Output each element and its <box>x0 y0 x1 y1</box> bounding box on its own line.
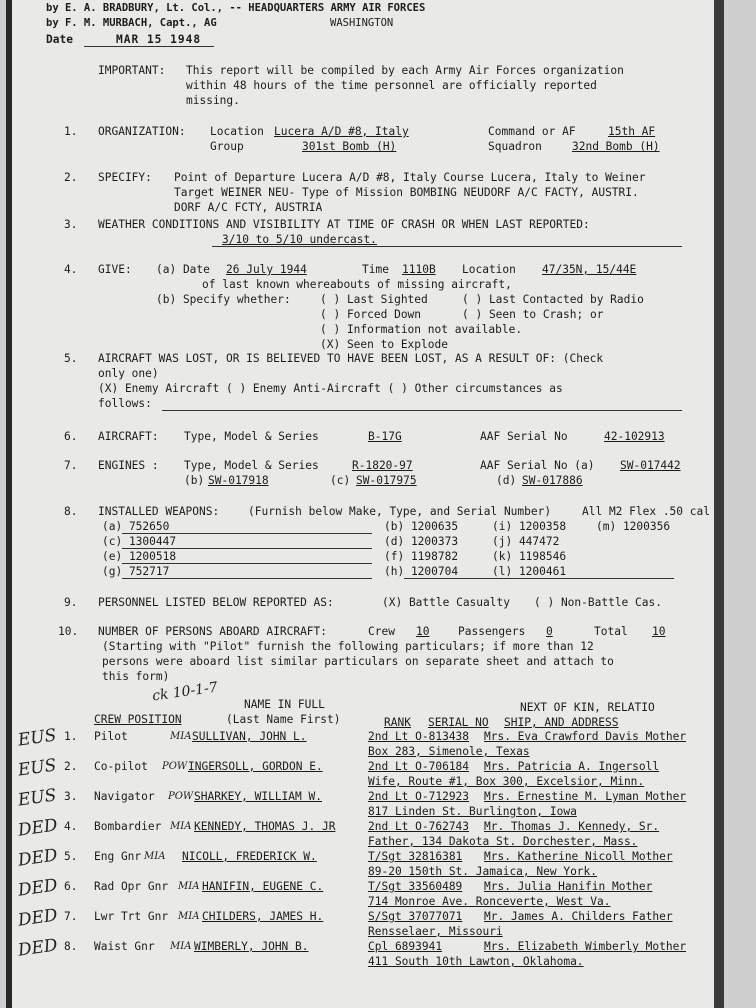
section-6-number: 6. <box>64 430 78 443</box>
engine-serial-label: AAF Serial No (a) <box>480 459 595 472</box>
weapon-m: (m) 1200356 <box>596 520 671 533</box>
weapon-g: (g) 752717 <box>102 565 170 578</box>
row-number: 7. <box>64 910 78 923</box>
engine-type: R-1820-97 <box>352 459 413 472</box>
aircraft-lost-line-1: AIRCRAFT WAS LOST, OR IS BELIEVED TO HAVE BEEN LOST, AS A RESULT OF: (Check <box>98 352 604 365</box>
engine-serial-b: SW-017918 <box>208 474 269 487</box>
crew-position: Co-pilot <box>94 760 148 773</box>
header-location: WASHINGTON <box>330 17 394 29</box>
table-row <box>12 905 712 940</box>
option-last-sighted: ( ) Last Sighted <box>320 293 428 306</box>
persons-instructions-1: (Starting with "Pilot" furnish the following particulars; if more than 12 <box>102 640 594 653</box>
important-text-1: This report will be compiled by each Army Air Forces organization <box>186 64 624 77</box>
total-label: Total <box>594 625 628 638</box>
status-mark: EUS <box>16 785 58 811</box>
crew-position: Pilot <box>94 730 128 743</box>
status-mark: DED <box>16 935 59 961</box>
weapons-desc: (Furnish below Make, Type, and Serial Number) <box>248 505 552 518</box>
date-underline <box>84 46 214 47</box>
next-of-kin: Mrs. Julia Hanifin Mother <box>484 880 653 893</box>
weapons-desc-2: All M2 Flex .50 cal <box>582 505 710 518</box>
table-row <box>12 845 712 880</box>
date-field-label: (a) Date <box>156 263 210 276</box>
crew-name: NICOLL, FREDERICK W. <box>182 850 317 863</box>
weapon-row-line <box>122 533 372 534</box>
status-mark: DED <box>16 845 59 871</box>
aircraft-serial-label: AAF Serial No <box>480 430 568 443</box>
engine-serial-a: SW-017442 <box>620 459 681 472</box>
aircraft-serial: 42-102913 <box>604 430 665 443</box>
aircraft-lost-line-2: only one) <box>98 367 159 380</box>
option-last-contacted: ( ) Last Contacted by Radio <box>462 293 644 306</box>
row-number: 3. <box>64 790 78 803</box>
command-value: 15th AF <box>608 125 656 138</box>
weapon-k: (k) 1198546 <box>492 550 567 563</box>
crew-position: Eng Gnr <box>94 850 142 863</box>
section-10-number: 10. <box>58 625 79 638</box>
weapon-b: (b) 1200635 <box>384 520 459 533</box>
section-8-number: 8. <box>64 505 78 518</box>
status-tag: MIA <box>170 941 192 952</box>
loss-location: 47/35N, 15/44E <box>542 263 637 276</box>
status-tag: MIA <box>170 821 192 832</box>
section-9-number: 9. <box>64 596 78 609</box>
squadron-label: Squadron <box>488 140 542 153</box>
table-row <box>12 725 712 760</box>
address-header: SHIP, AND ADDRESS <box>504 716 619 729</box>
table-row <box>12 755 712 790</box>
last-name-first-header: (Last Name First) <box>226 713 341 726</box>
row-number: 8. <box>64 940 78 953</box>
status-tag: MIA <box>178 881 200 892</box>
weapon-row-line <box>122 578 372 579</box>
option-info-not-available: ( ) Information not available. <box>320 323 523 336</box>
option-seen-to-explode: (X) Seen to Explode <box>320 338 448 351</box>
aircraft-type: B-17G <box>368 430 402 443</box>
weapon-row-line <box>404 578 674 579</box>
next-of-kin: Mrs. Elizabeth Wimberly Mother <box>484 940 687 953</box>
section-3-number: 3. <box>64 218 78 231</box>
engine-type-label: Type, Model & Series <box>184 459 319 472</box>
weapon-l: (l) 1200461 <box>492 565 567 578</box>
passengers-label: Passengers <box>458 625 526 638</box>
crew-position: Rad Opr Gnr <box>94 880 169 893</box>
section-5-number: 5. <box>64 352 78 365</box>
passengers-count: 0 <box>546 625 553 638</box>
rank-serial: 2nd Lt O-762743 <box>368 820 470 833</box>
status-mark: DED <box>16 875 59 901</box>
loss-time: 1110B <box>402 263 436 276</box>
personnel-label: PERSONNEL LISTED BELOW REPORTED AS: <box>98 596 334 609</box>
status-tag: MIA <box>170 731 192 742</box>
aircraft-label: AIRCRAFT: <box>98 430 159 443</box>
weapons-label: INSTALLED WEAPONS: <box>98 505 220 518</box>
kin-address: 817 Linden St. Burlington, Iowa <box>368 805 577 818</box>
section-2-number: 2. <box>64 171 78 184</box>
weapon-h: (h) 1200704 <box>384 565 459 578</box>
kin-address: 411 South 10th Lawton, Oklahoma. <box>368 955 584 968</box>
important-label: IMPORTANT: <box>98 64 166 77</box>
kin-address: 714 Monroe Ave. Ronceverte, West Va. <box>368 895 611 908</box>
weapon-c: (c) 1300447 <box>102 535 177 548</box>
crew-name: KENNEDY, THOMAS J. JR <box>194 820 336 833</box>
date-value: MAR 15 1948 <box>116 33 202 46</box>
crew-count: 10 <box>416 625 430 638</box>
persons-instructions-2: persons were aboard list similar particulars on separate sheet and attach to <box>102 655 614 668</box>
handwritten-check-note: ck 10-1-7 <box>151 679 219 705</box>
crew-name: HANIFIN, EUGENE C. <box>202 880 324 893</box>
next-of-kin: Mr. James A. Childers Father <box>484 910 673 923</box>
persons-instructions-3: this form) <box>102 670 170 683</box>
important-text-2: within 48 hours of the time personnel are officially reported <box>186 79 597 92</box>
loss-location-label: Location <box>462 263 516 276</box>
specify-line-1: Point of Departure Lucera A/D #8, Italy Course Lucera, Italy to Weiner <box>174 171 646 184</box>
table-row <box>12 785 712 820</box>
next-of-kin: Mr. Thomas J. Kennedy, Sr. <box>484 820 660 833</box>
rank-serial: T/Sgt 32816381 <box>368 850 463 863</box>
crew-position: Lwr Trt Gnr <box>94 910 169 923</box>
group-label: Group <box>210 140 244 153</box>
status-tag: MIA <box>144 851 166 862</box>
weather-value: 3/10 to 5/10 undercast. <box>222 233 377 246</box>
next-of-kin: Mrs. Ernestine M. Lyman Mother <box>484 790 687 803</box>
crew-name: SHARKEY, WILLIAM W. <box>194 790 322 803</box>
status-mark: EUS <box>16 725 58 751</box>
crew-name: CHILDERS, JAMES H. <box>202 910 324 923</box>
status-tag: MIA <box>178 911 200 922</box>
report-page <box>6 0 724 1008</box>
engine-serial-c: SW-017975 <box>356 474 417 487</box>
crew-name: SULLIVAN, JOHN L. <box>192 730 307 743</box>
row-number: 1. <box>64 730 78 743</box>
weapon-i: (i) 1200358 <box>492 520 567 533</box>
row-number: 5. <box>64 850 78 863</box>
aircraft-lost-line-3: (X) Enemy Aircraft ( ) Enemy Anti-Aircraft ( ) Other circumstances as <box>98 382 563 395</box>
persons-aboard-label: NUMBER OF PERSONS ABOARD AIRCRAFT: <box>98 625 328 638</box>
group-value: 301st Bomb (H) <box>302 140 397 153</box>
engine-b-label: (b) <box>184 474 205 487</box>
rank-serial: 2nd Lt O-712923 <box>368 790 470 803</box>
engine-serial-d: SW-017886 <box>522 474 583 487</box>
section-7-number: 7. <box>64 459 78 472</box>
status-mark: DED <box>16 815 59 841</box>
next-of-kin: Mrs. Patricia A. Ingersoll <box>484 760 660 773</box>
weapon-row-line <box>122 563 372 564</box>
option-seen-to-crash: ( ) Seen to Crash; or <box>462 308 604 321</box>
specify-whether-label: (b) Specify whether: <box>156 293 291 306</box>
status-tag: POW <box>162 761 188 772</box>
non-battle-option: ( ) Non-Battle Cas. <box>534 596 662 609</box>
time-label: Time <box>362 263 389 276</box>
important-text-3: missing. <box>186 94 240 107</box>
rank-serial: 2nd Lt O-813438 <box>368 730 470 743</box>
rank-header: RANK <box>384 716 411 729</box>
crew-position: Navigator <box>94 790 155 803</box>
crew-name: INGERSOLL, GORDON E. <box>188 760 323 773</box>
rank-serial: 2nd Lt O-706184 <box>368 760 470 773</box>
loss-date: 26 July 1944 <box>226 263 307 276</box>
name-in-full-header: NAME IN FULL <box>244 698 325 711</box>
rank-serial: Cpl 6893941 <box>368 940 443 953</box>
command-label: Command or AF <box>488 125 576 138</box>
total-count: 10 <box>652 625 666 638</box>
give-label: GIVE: <box>98 263 132 276</box>
row-number: 6. <box>64 880 78 893</box>
specify-label: SPECIFY: <box>98 171 152 184</box>
location-label: Location <box>210 125 264 138</box>
next-of-kin: Mrs. Katherine Nicoll Mother <box>484 850 673 863</box>
section-4-number: 4. <box>64 263 78 276</box>
table-row <box>12 815 712 850</box>
next-of-kin: Mrs. Eva Crawford Davis Mother <box>484 730 687 743</box>
crew-name: WIMBERLY, JOHN B. <box>194 940 309 953</box>
status-tag: POW <box>168 791 194 802</box>
serial-header: SERIAL NO <box>428 716 489 729</box>
engine-c-label: (c) <box>330 474 351 487</box>
status-mark: DED <box>16 905 59 931</box>
crew-position: Waist Gnr <box>94 940 155 953</box>
section-1-number: 1. <box>64 125 78 138</box>
table-row <box>12 935 712 970</box>
follows-underline <box>162 410 682 411</box>
specify-line-2: Target WEINER NEU- Type of Mission BOMBING NEUDORF A/C FACTY, AUSTRI. <box>174 186 639 199</box>
kin-address: Box 283, Simenole, Texas <box>368 745 530 758</box>
rank-serial: T/Sgt 33560489 <box>368 880 463 893</box>
kin-address: 89-20 150th St. Jamaica, New York. <box>368 865 598 878</box>
status-mark: EUS <box>16 755 58 781</box>
kin-address: Wife, Route #1, Box 300, Excelsior, Minn. <box>368 775 645 788</box>
battle-casualty-option: (X) Battle Casualty <box>382 596 510 609</box>
squadron-value: 32nd Bomb (H) <box>572 140 660 153</box>
crew-label: Crew <box>368 625 395 638</box>
header-line-1: by E. A. BRADBURY, Lt. Col., -- HEADQUARTERS ARMY AIR FORCES <box>46 2 426 14</box>
whereabouts-text: of last known whereabouts of missing aircraft, <box>202 278 512 291</box>
table-row <box>12 875 712 910</box>
engine-d-label: (d) <box>496 474 517 487</box>
row-number: 2. <box>64 760 78 773</box>
aircraft-lost-line-4: follows: <box>98 397 152 410</box>
rank-serial: S/Sgt 37077071 <box>368 910 463 923</box>
weapon-j: (j) 447472 <box>492 535 560 548</box>
crew-position-header: CREW POSITION <box>94 713 182 726</box>
weather-underline <box>212 246 682 247</box>
kin-address: Rensselaer, Missouri <box>368 925 503 938</box>
weapon-e: (e) 1200518 <box>102 550 177 563</box>
specify-line-3: DORF A/C FCTY, AUSTRIA <box>174 201 323 214</box>
location-value: Lucera A/D #8, Italy <box>274 125 409 138</box>
weapon-f: (f) 1198782 <box>384 550 459 563</box>
engines-label: ENGINES : <box>98 459 159 472</box>
option-forced-down: ( ) Forced Down <box>320 308 422 321</box>
weapon-d: (d) 1200373 <box>384 535 459 548</box>
header-line-2: by F. M. MURBACH, Capt., AG <box>46 17 217 29</box>
weather-label: WEATHER CONDITIONS AND VISIBILITY AT TIME OF CRASH OR WHEN LAST REPORTED: <box>98 218 590 231</box>
next-of-kin-header: NEXT OF KIN, RELATIO <box>520 701 655 714</box>
row-number: 4. <box>64 820 78 833</box>
kin-address: Father, 134 Dakota St. Dorchester, Mass. <box>368 835 638 848</box>
crew-position: Bombardier <box>94 820 162 833</box>
weapon-a: (a) 752650 <box>102 520 170 533</box>
date-label: Date <box>46 33 73 46</box>
weapon-row-line <box>122 548 372 549</box>
aircraft-type-label: Type, Model & Series <box>184 430 319 443</box>
organization-label: ORGANIZATION: <box>98 125 186 138</box>
